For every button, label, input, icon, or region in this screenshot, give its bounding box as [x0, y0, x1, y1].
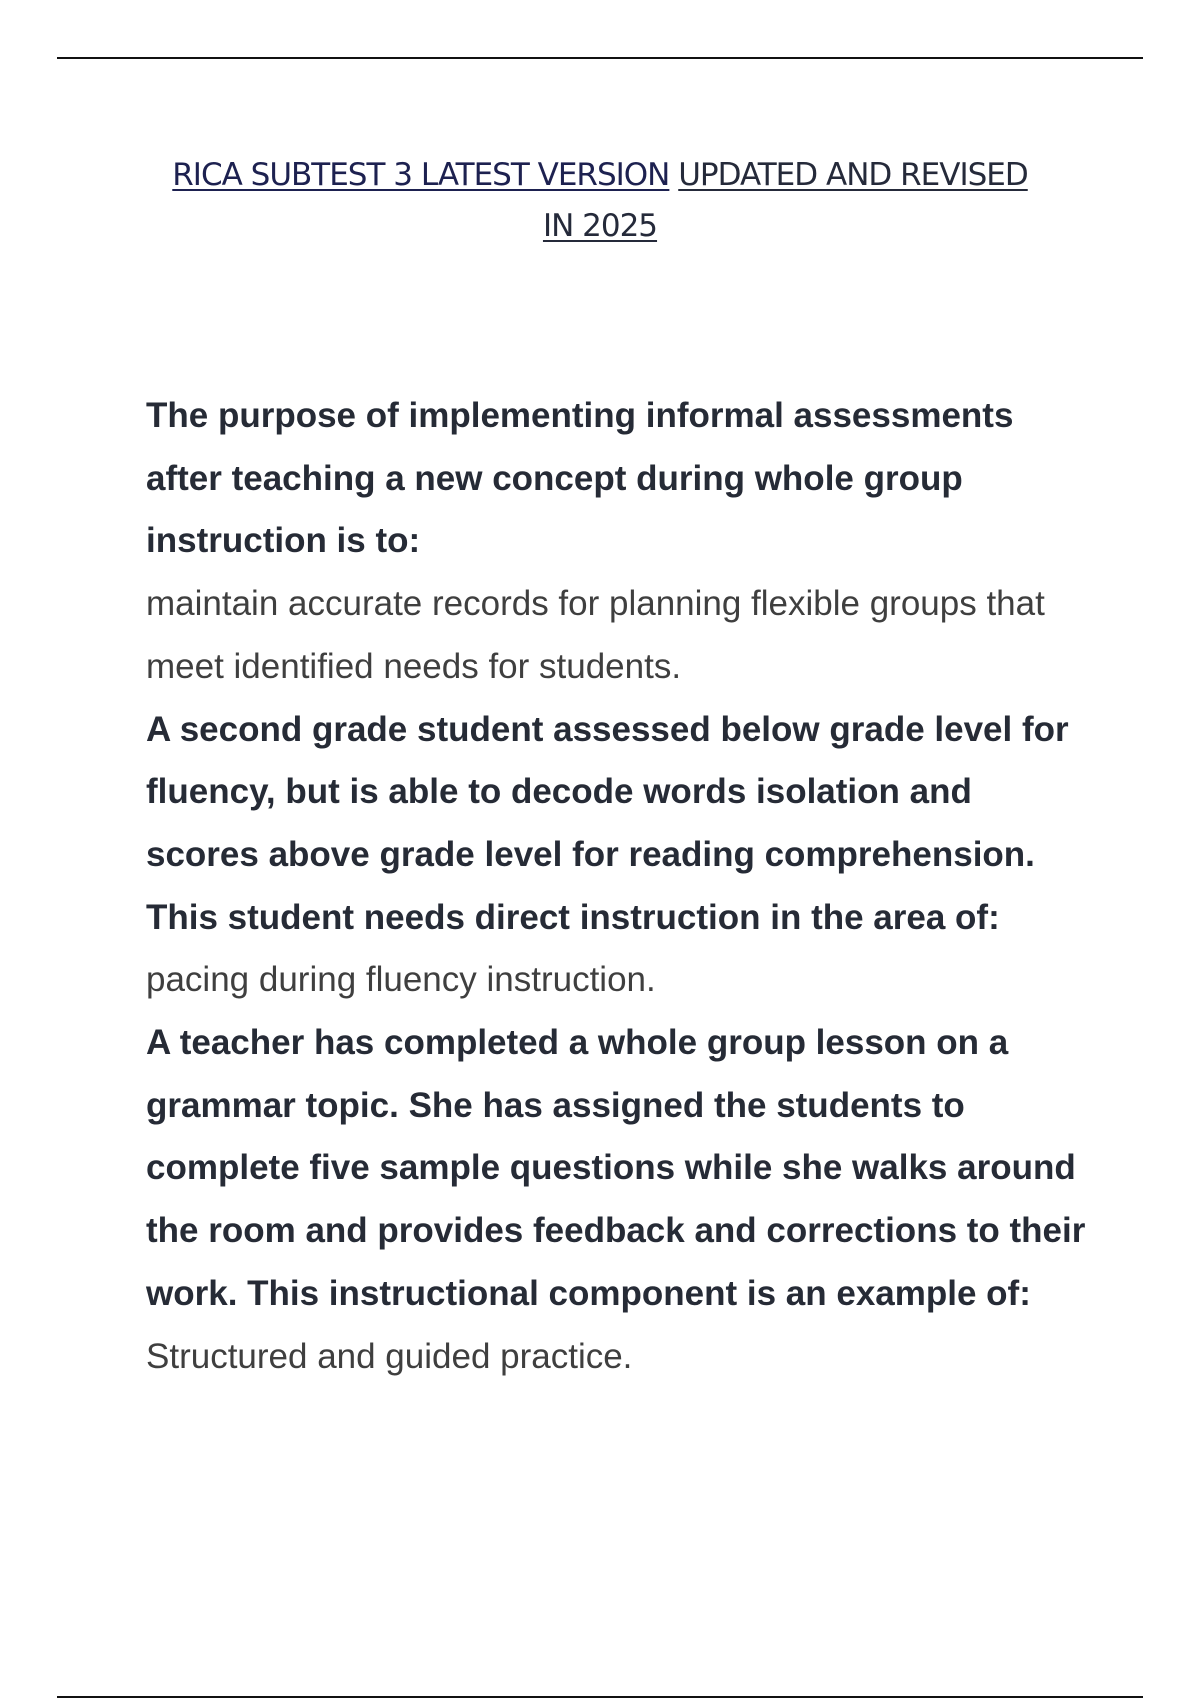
title-part-1: RICA SUBTEST 3 LATEST VERSION — [172, 157, 670, 193]
document-title — [150, 150, 1050, 252]
qa-list — [146, 385, 1086, 1388]
title-part-3: IN 2025 — [542, 208, 658, 244]
title-part-2: UPDATED AND REVISED — [678, 157, 1028, 193]
question-2: A second grade student assessed below grade level for fluency, but is able to decode words isolation and scores above grade level for reading comprehension. This student needs direct instruction in the area of: — [146, 709, 1069, 937]
bottom-rule — [57, 1696, 1143, 1698]
answer-2: pacing during fluency instruction. — [146, 960, 656, 1000]
answer-3: Structured and guided practice. — [146, 1336, 633, 1376]
question-3: A teacher has completed a whole group lesson on a grammar topic. She has assigned the students to complete five sample questions while she walks around the room and provides feedback and corrections to their work. This instructional component is an example of: — [146, 1023, 1086, 1313]
top-rule — [57, 57, 1143, 59]
question-1: The purpose of implementing informal assessments after teaching a new concept during whole group instruction is to: — [146, 396, 1014, 561]
answer-1: maintain accurate records for planning flexible groups that meet identified needs for students. — [146, 584, 1045, 686]
